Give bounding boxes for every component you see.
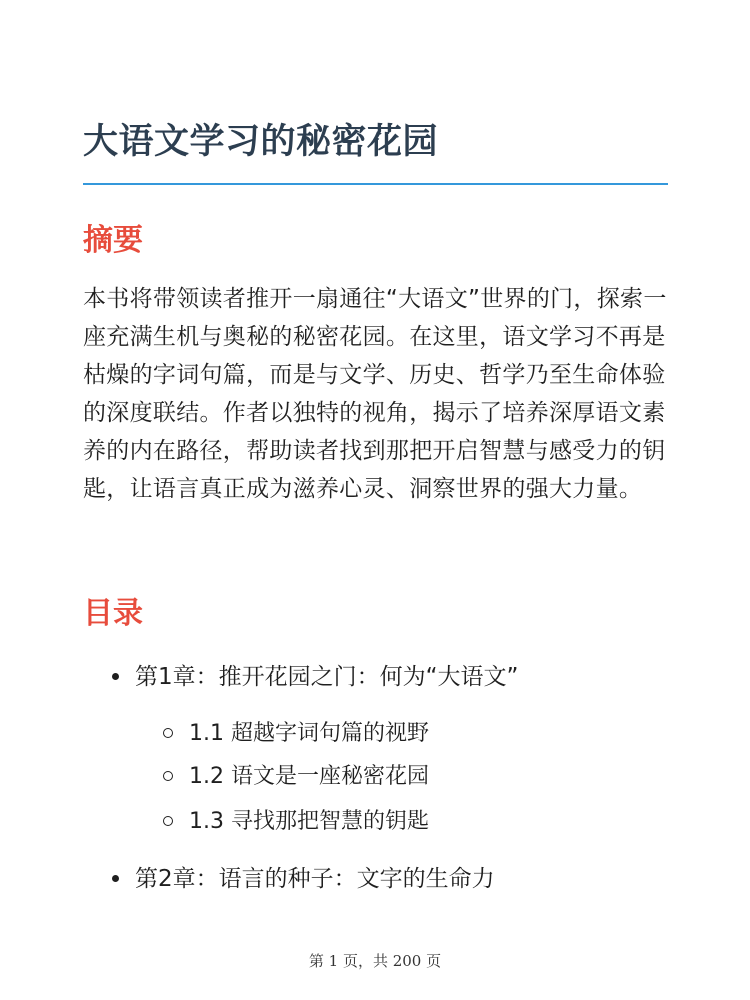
toc-section-label: 1.1 超越字词句篇的视野 <box>189 721 429 746</box>
bullet-circle-icon <box>163 728 173 738</box>
page-title: 大语文学习的秘密花园 <box>83 122 439 162</box>
abstract-heading: 摘要 <box>83 223 143 258</box>
toc-chapter-label: 第1章：推开花园之门：何为“大语文” <box>135 664 519 690</box>
bullet-circle-icon <box>163 816 173 826</box>
title-divider <box>83 183 668 185</box>
toc-section-1-1[interactable] <box>163 714 429 754</box>
bullet-circle-icon <box>163 771 173 781</box>
bullet-dot-icon <box>112 875 119 882</box>
toc-chapter-label: 第2章：语言的种子：文字的生命力 <box>135 866 495 892</box>
toc-section-label: 1.2 语文是一座秘密花园 <box>189 764 429 789</box>
toc-section-label: 1.3 寻找那把智慧的钥匙 <box>189 809 429 834</box>
toc-section-1-2[interactable] <box>163 757 429 797</box>
bullet-dot-icon <box>112 673 119 680</box>
abstract-paragraph: 本书将带领读者推开一扇通往“大语文”世界的门，探索一座充满生机与奥秘的秘密花园。在这里，语文学习不再是枯燥的字词句篇，而是与文学、历史、哲学乃至生命体验的深度联结。作者以独特的视角，揭示了培养深厚语文素养的内在路径，帮助读者找到那把开启智慧与感受力的钥匙，让语言真正成为滋养心灵、洞察世界的强大力量。 <box>83 286 667 502</box>
toc-heading: 目录 <box>83 596 143 631</box>
toc-chapter-1[interactable] <box>112 657 518 697</box>
page-number-footer: 第 1 页，共 200 页 <box>308 952 442 970</box>
toc-section-1-3[interactable] <box>163 802 429 842</box>
toc-chapter-2[interactable] <box>112 859 495 899</box>
